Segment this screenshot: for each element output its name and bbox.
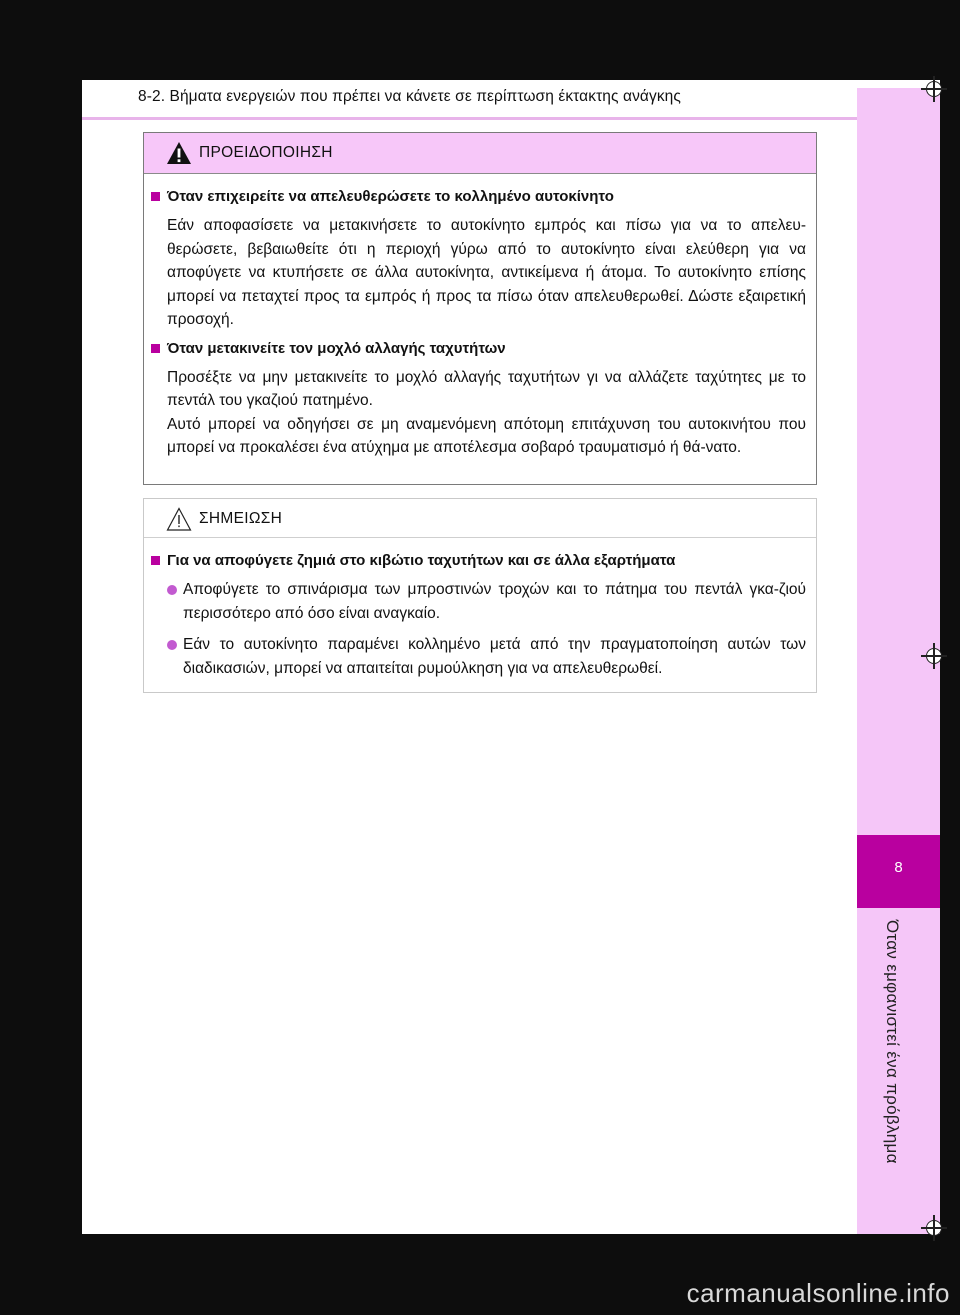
square-bullet-icon [151,192,160,201]
warning-paragraph: Προσέξτε να μην μετακινείτε το μοχλό αλλαγής ταχυτήτων γι να αλλάζετε ταχύτητες με το πεντάλ του γκαζιού πατημένο. [167,368,806,409]
round-bullet-icon [167,585,177,595]
warning-section-title: Όταν επιχειρείτε να απελευθερώσετε το κολλημένο αυτοκίνητο [144,186,806,208]
warning-box [143,132,817,485]
warning-paragraph: Εάν αποφασίσετε να μετακινήσετε το αυτοκίνητο εμπρός και πίσω για να το απελευ-θερώσετε, βεβαιωθείτε ότι η περιοχή γύρω από το αυτοκίνητο είναι ελεύθερη για να αποφύγετε να κτυπήσετε σε άλλα αυτοκίνητα, αντικείμενα ή άτομα. Το αυτοκίνητο επίσης μπορεί να πεταχτεί προς τα εμπρός ή προς τα πίσω όταν απελευθερωθεί. Δώστε εξαιρετική προσοχή. [167,217,806,328]
notice-bullet: Εάν το αυτοκίνητο παραμένει κολλημένο μετά από την πραγματοποίηση αυτών των διαδικασιών, μπορεί να απαιτείται ρυμούλκηση για να απελευθερωθεί. [167,633,806,680]
chapter-title: Όταν εμφανιστεί ένα πρόβλημα [883,920,902,1164]
watermark: carmanualsonline.info [686,1278,950,1308]
manual-page [82,80,940,1234]
notice-heading: ΣΗΜΕΙΩΣΗ [199,510,283,527]
warning-section-title: Όταν μετακινείτε τον μοχλό αλλαγής ταχυτήτων [144,338,806,360]
section-header: 8-2. Βήματα ενεργειών που πρέπει να κάνετε σε περίπτωση έκτακτης ανάγκης [138,88,681,105]
registration-mark-icon [926,1220,942,1236]
square-bullet-icon [151,556,160,565]
notice-section-title: Για να αποφύγετε ζημιά στο κιβώτιο ταχυτήτων και σε άλλα εξαρτήματα [144,550,806,572]
notice-triangle-icon [166,507,192,531]
chapter-number-box [857,835,940,908]
warning-heading: ΠΡΟΕΙΔΟΠΟΙΗΣΗ [199,144,333,161]
notice-header [144,499,816,538]
registration-mark-icon [926,648,942,664]
chapter-number: 8 [894,859,903,876]
registration-mark-icon [926,81,942,97]
warning-header [144,133,816,174]
round-bullet-icon [167,640,177,650]
square-bullet-icon [151,344,160,353]
warning-paragraph: Αυτό μπορεί να οδηγήσει σε μη αναμενόμενη απότομη επιτάχυνση του αυτοκινήτου που μπορεί να προκαλέσει ένα ατύχημα με αποτέλεσμα σοβαρό τραυματισμό ή θά-νατο. [167,415,806,456]
notice-bullet: Αποφύγετε το σπινάρισμα των μπροστινών τροχών και το πάτημα του πεντάλ γκα-ζιού περισσότερο από όσο είναι αναγκαίο. [167,578,806,625]
notice-box [143,498,817,693]
header-rule [82,117,857,120]
warning-triangle-icon [166,141,192,165]
